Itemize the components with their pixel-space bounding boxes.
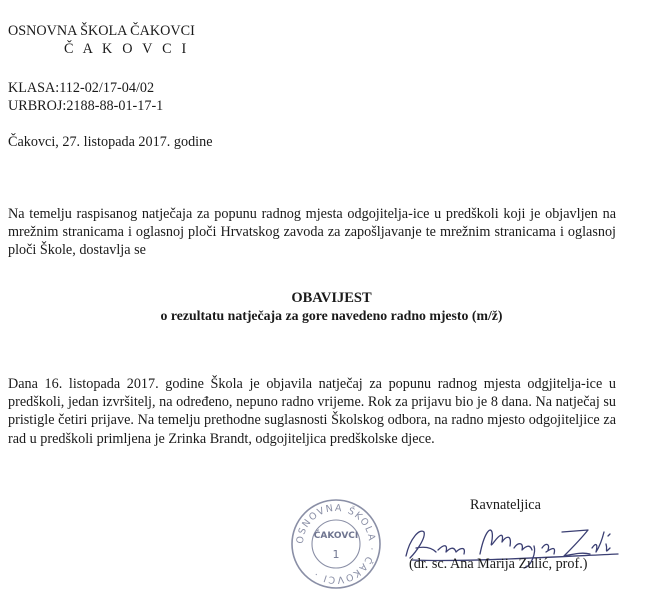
signatory-role: Ravnateljica xyxy=(470,497,541,513)
stamp-number: 1 xyxy=(332,548,340,561)
signatory-name: (dr. sc. Ana Marija Zulić, prof.) xyxy=(409,556,588,572)
school-town: Č A K O V C I xyxy=(64,41,190,57)
svg-text:OSNOVNA ŠKOLA · ČAKOVCI · xyxy=(295,503,377,585)
urbroj-reference: URBROJ:2188-88-01-17-1 xyxy=(8,98,164,114)
body-paragraph: Dana 16. listopada 2017. godine Škola je objavila natječaj za popunu radnog mjesta odgjitelja-ice u predškoli, jedan izvršitelj, na određeno, nepuno radno vrijeme. Rok za prijavu bio je 8 dana. Na natječaj su pristigle četiri prijave. Na temelju prethodne suglasnosti Školskog odbora, na radno mjesto odgojiteljice za rad u predškoli primljena je Zrinka Brandt, odgojiteljica predškolske djece. xyxy=(8,376,616,447)
stamp-ring-text: OSNOVNA ŠKOLA · ČAKOVCI · xyxy=(294,502,378,586)
stamp-center-text: ČAKOVCI xyxy=(313,531,359,541)
school-name: OSNOVNA ŠKOLA ČAKOVCI xyxy=(8,23,195,39)
school-stamp xyxy=(290,498,382,590)
intro-paragraph: Na temelju raspisanog natječaja za popunu radnog mjesta odgojitelja-ice u predškoli koji je objavljen na mrežnim stranicama i oglasnoj ploči Hrvatskog zavoda za zapošljavanje te mrežnim stranicama i oglasnoj ploči Škole, dostavlja se xyxy=(8,206,616,259)
klasa-reference: KLASA:112-02/17-04/02 xyxy=(8,80,155,96)
document-date: Čakovci, 27. listopada 2017. godine xyxy=(8,134,213,150)
notice-subtitle: o rezultatu natječaja za gore navedeno radno mjesto (m/ž) xyxy=(160,308,503,323)
notice-title: OBAVIJEST xyxy=(291,290,372,306)
